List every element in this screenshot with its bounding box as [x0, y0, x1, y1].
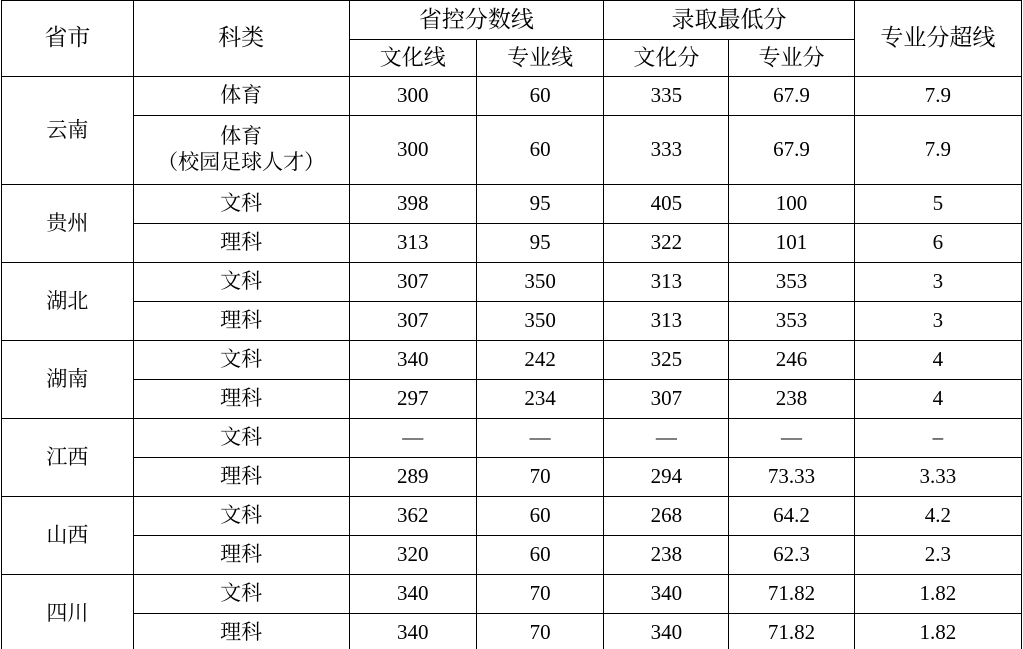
culture-score-cell: 405 — [604, 185, 729, 224]
culture-line-cell: 362 — [349, 497, 476, 536]
over-line-cell: 3.33 — [854, 458, 1021, 497]
category-cell: 理科 — [133, 302, 349, 341]
admission-score-table — [1, 0, 1022, 649]
culture-line-cell: 300 — [349, 77, 476, 116]
table-row — [2, 419, 1022, 458]
culture-score-cell: 340 — [604, 575, 729, 614]
major-score-cell: — — [729, 419, 854, 458]
major-line-cell: 350 — [476, 302, 603, 341]
header-group-admission-min: 录取最低分 — [604, 1, 854, 40]
province-cell: 湖北 — [2, 263, 134, 341]
major-line-cell: — — [476, 419, 603, 458]
table-row — [2, 224, 1022, 263]
header-culture-score: 文化分 — [604, 40, 729, 77]
major-line-cell: 234 — [476, 380, 603, 419]
province-cell: 贵州 — [2, 185, 134, 263]
culture-score-cell: 294 — [604, 458, 729, 497]
major-line-cell: 70 — [476, 614, 603, 649]
major-score-cell: 71.82 — [729, 575, 854, 614]
major-line-cell: 350 — [476, 263, 603, 302]
major-line-cell: 60 — [476, 536, 603, 575]
culture-line-cell: 340 — [349, 575, 476, 614]
major-score-cell: 353 — [729, 263, 854, 302]
culture-line-cell: 307 — [349, 302, 476, 341]
header-major-score: 专业分 — [729, 40, 854, 77]
over-line-cell: 4 — [854, 341, 1021, 380]
culture-score-cell: 268 — [604, 497, 729, 536]
over-line-cell: 1.82 — [854, 614, 1021, 649]
culture-score-cell: 322 — [604, 224, 729, 263]
table-row — [2, 185, 1022, 224]
category-label: 体育 — [220, 124, 263, 149]
over-line-cell: 4 — [854, 380, 1021, 419]
over-line-cell: 6 — [854, 224, 1021, 263]
major-score-cell: 67.9 — [729, 77, 854, 116]
major-score-cell: 64.2 — [729, 497, 854, 536]
category-cell: 体育 — [133, 77, 349, 116]
over-line-cell: – — [854, 419, 1021, 458]
culture-line-cell: 300 — [349, 116, 476, 185]
header-group-provincial-line: 省控分数线 — [349, 1, 604, 40]
province-cell: 四川 — [2, 575, 134, 649]
category-cell: 文科 — [133, 341, 349, 380]
culture-line-cell: 289 — [349, 458, 476, 497]
province-cell: 湖南 — [2, 341, 134, 419]
header-culture-line: 文化线 — [349, 40, 476, 77]
culture-score-cell: 313 — [604, 302, 729, 341]
major-score-cell: 246 — [729, 341, 854, 380]
culture-score-cell: 307 — [604, 380, 729, 419]
table-row — [2, 458, 1022, 497]
header-major-line: 专业线 — [476, 40, 603, 77]
table-row — [2, 380, 1022, 419]
major-score-cell: 71.82 — [729, 614, 854, 649]
over-line-cell: 3 — [854, 302, 1021, 341]
category-cell: 文科 — [133, 575, 349, 614]
category-cell: 理科 — [133, 536, 349, 575]
category-cell: 文科 — [133, 419, 349, 458]
major-score-cell: 62.3 — [729, 536, 854, 575]
over-line-cell: 2.3 — [854, 536, 1021, 575]
table-row — [2, 341, 1022, 380]
major-line-cell: 60 — [476, 77, 603, 116]
culture-line-cell: 313 — [349, 224, 476, 263]
over-line-cell: 4.2 — [854, 497, 1021, 536]
culture-score-cell: 333 — [604, 116, 729, 185]
over-line-cell: 7.9 — [854, 116, 1021, 185]
major-line-cell: 242 — [476, 341, 603, 380]
over-line-cell: 7.9 — [854, 77, 1021, 116]
province-cell: 山西 — [2, 497, 134, 575]
table-row — [2, 302, 1022, 341]
culture-score-cell: 340 — [604, 614, 729, 649]
major-score-cell: 73.33 — [729, 458, 854, 497]
major-line-cell: 60 — [476, 116, 603, 185]
table-row — [2, 77, 1022, 116]
culture-line-cell: 340 — [349, 341, 476, 380]
category-cell: 文科 — [133, 185, 349, 224]
major-line-cell: 95 — [476, 185, 603, 224]
table-row — [2, 536, 1022, 575]
table-row — [2, 614, 1022, 649]
culture-score-cell: 238 — [604, 536, 729, 575]
province-cell: 江西 — [2, 419, 134, 497]
category-cell: 理科 — [133, 380, 349, 419]
culture-line-cell: 320 — [349, 536, 476, 575]
over-line-cell: 3 — [854, 263, 1021, 302]
major-score-cell: 353 — [729, 302, 854, 341]
table-row — [2, 116, 1022, 185]
major-line-cell: 95 — [476, 224, 603, 263]
category-cell: 理科 — [133, 458, 349, 497]
major-line-cell: 60 — [476, 497, 603, 536]
major-score-cell: 101 — [729, 224, 854, 263]
culture-line-cell: 340 — [349, 614, 476, 649]
category-cell — [133, 116, 349, 185]
category-cell: 理科 — [133, 614, 349, 649]
culture-line-cell: — — [349, 419, 476, 458]
table-header-row-1 — [2, 1, 1022, 40]
table-row — [2, 497, 1022, 536]
table-row — [2, 263, 1022, 302]
major-score-cell: 100 — [729, 185, 854, 224]
table-row — [2, 575, 1022, 614]
culture-score-cell: 325 — [604, 341, 729, 380]
category-cell: 理科 — [133, 224, 349, 263]
category-cell: 文科 — [133, 497, 349, 536]
culture-score-cell: 313 — [604, 263, 729, 302]
culture-line-cell: 297 — [349, 380, 476, 419]
culture-score-cell: — — [604, 419, 729, 458]
culture-line-cell: 307 — [349, 263, 476, 302]
over-line-cell: 1.82 — [854, 575, 1021, 614]
major-line-cell: 70 — [476, 575, 603, 614]
table-header — [2, 1, 1022, 77]
category-cell: 文科 — [133, 263, 349, 302]
over-line-cell: 5 — [854, 185, 1021, 224]
culture-score-cell: 335 — [604, 77, 729, 116]
major-score-cell: 67.9 — [729, 116, 854, 185]
culture-line-cell: 398 — [349, 185, 476, 224]
category-sublabel: （校园足球人才） — [157, 150, 326, 174]
province-cell: 云南 — [2, 77, 134, 185]
table-body — [2, 77, 1022, 649]
major-line-cell: 70 — [476, 458, 603, 497]
header-province: 省市 — [2, 1, 134, 77]
major-score-cell: 238 — [729, 380, 854, 419]
header-over-line: 专业分超线 — [854, 1, 1021, 77]
header-category: 科类 — [133, 1, 349, 77]
